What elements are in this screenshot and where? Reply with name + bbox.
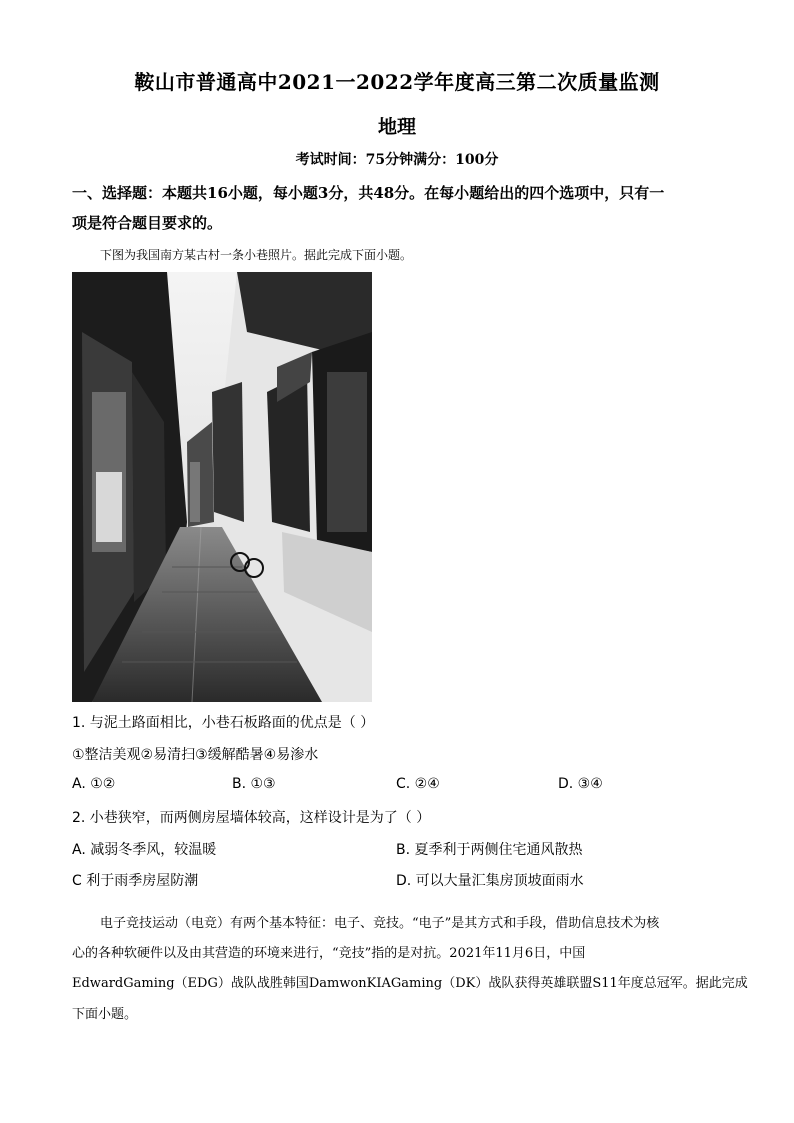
exam-info: 考试时间：75分钟满分：100分 [295,152,499,168]
subject-title: 地理 [377,116,416,138]
q2-option-a[interactable]: A. 减弱冬季风，较温暖 [72,842,217,858]
q1-stem: 1. 与泥土路面相比，小巷石板路面的优点是（ ） [72,715,375,731]
group2-line1: 电子竞技运动（电竞）有两个基本特征：电子、竞技。“电子”是其方式和手段，借助信息技术为核 [100,916,660,931]
q1-option-b[interactable]: B. ①③ [232,776,276,792]
page-title: 鞍山市普通高中2021一2022学年度高三第二次质量监测 [134,70,660,94]
group1-intro: 下图为我国南方某古村一条小巷照片。据此完成下面小题。 [100,248,413,262]
q2-option-c[interactable]: C 利于雨季房屋防潮 [72,873,199,889]
group2-line4: 下面小题。 [72,1007,138,1022]
q1-statements: ①整洁美观②易清扫③缓解酷暑④易渗水 [72,747,319,763]
section-heading-line1: 一、选择题：本题共16小题，每小题3分，共48分。在每小题给出的四个选项中，只有一 [72,184,665,202]
alley-photo-drawing [72,272,372,702]
q1-option-c[interactable]: C. ②④ [396,776,440,792]
q1-option-d[interactable]: D. ③④ [558,776,603,792]
section-heading-line2: 项是符合题目要求的。 [72,214,223,232]
q1-option-a[interactable]: A. ①② [72,776,116,792]
q2-stem: 2. 小巷狭窄，而两侧房屋墙体较高，这样设计是为了（ ） [72,810,431,826]
group2-line3: EdwardGaming（EDG）战队战胜韩国DamwonKIAGaming（DK）战队获得英雄联盟S11年度总冠军。据此完成 [72,976,748,991]
q2-option-d[interactable]: D. 可以大量汇集房顶坡面雨水 [396,873,584,889]
alley-photo [72,272,372,702]
q2-option-b[interactable]: B. 夏季利于两侧住宅通风散热 [396,842,583,858]
group2-line2: 心的各种软硬件以及由其营造的环境来进行，“竞技”指的是对抗。2021年11月6日，中国 [72,946,586,961]
